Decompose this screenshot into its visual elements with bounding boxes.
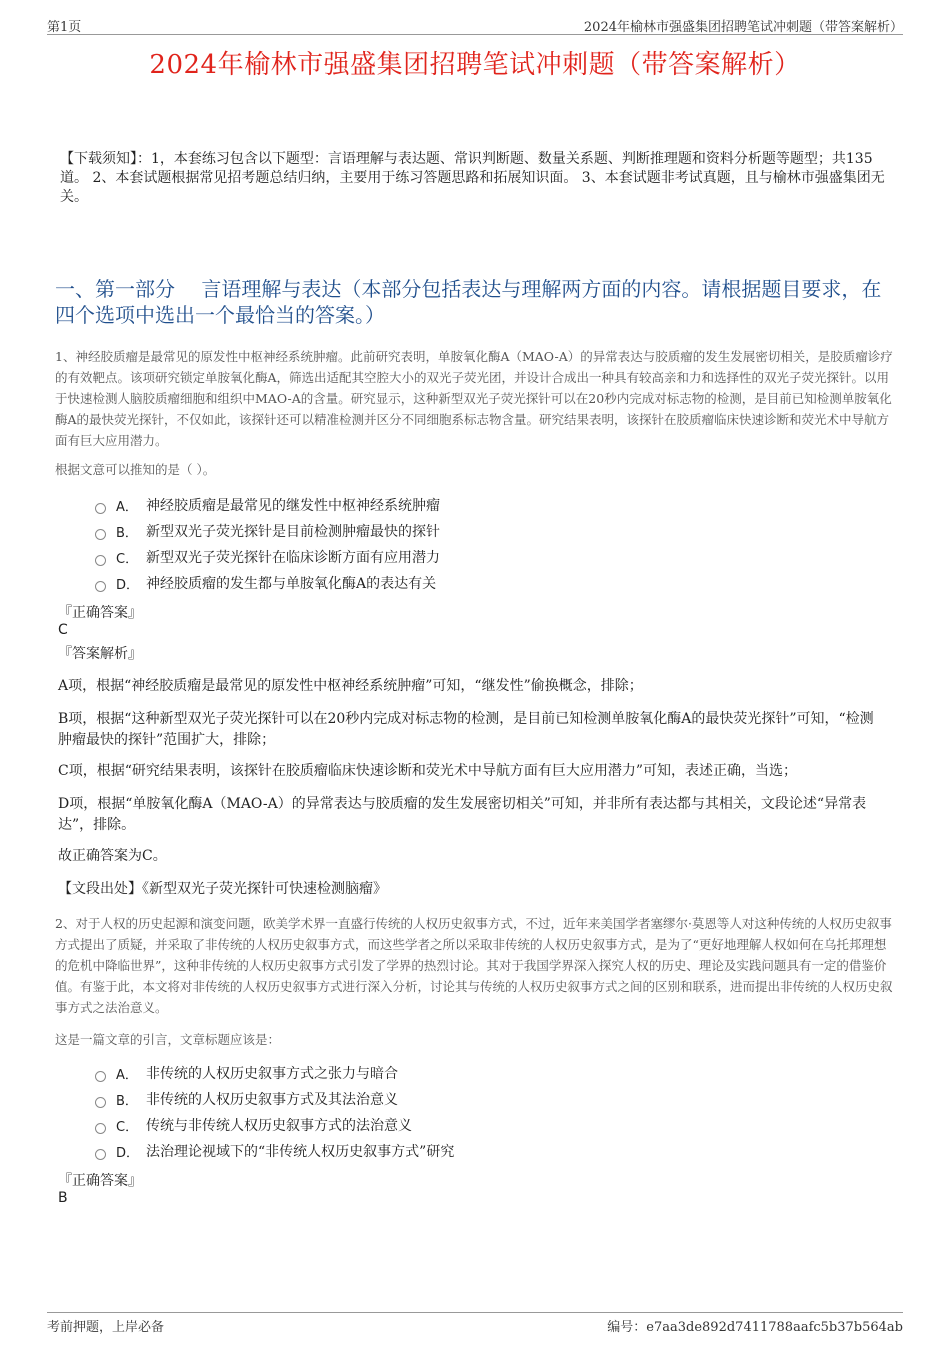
q2-passage: 2、对于人权的历史起源和演变问题，欧美学术界一直盛行传统的人权历史叙事方式，不过，近年来美国学者塞缪尔·莫恩等人对这种传统的人权历史叙事方式提出了质疑，并采取了非传统的人权历史叙事方式，而这些学者之所以采取非传统的人权历史叙事方式，是为了“更好地理解人权如何在乌托邦理想的危机中降临世界”，这种非传统的人权历史叙事方式引发了学界的热烈讨论。其对于我国学界深入探究人权的历史、理论及实践问题具有一定的借鉴价值。有鉴于此，本文将对非传统的人权历史叙事方式进行深入分析，讨论其与传统的人权历史叙事方式之间的区别和联系，进而提出非传统的人权历史叙事方式之法治意义。 — [55, 916, 893, 1015]
q2-answer: B — [58, 1190, 68, 1206]
q1-conclusion: 故正确答案为C。 — [58, 848, 167, 864]
radio-icon[interactable] — [95, 503, 106, 514]
radio-icon[interactable] — [95, 1123, 106, 1134]
q1-passage: 1、神经胶质瘤是最常见的原发性中枢神经系统肿瘤。此前研究表明，单胺氧化酶A（MAO-A）的异常表达与胶质瘤的发生发展密切相关，是胶质瘤诊疗的有效靶点。该项研究锁定单胺氧化酶A，筛选出适配其空腔大小的双光子荧光团，并设计合成出一种具有较高亲和力和选择性的双光子荧光探针。以用于快速检测人脑胶质瘤细胞和组织中MAO-A的含量。研究显示，这种新型双光子荧光探针可以在20秒内完成对标志物的检测，是目前已知检测单胺氧化酶A的最快荧光探针，不仅如此，该探针还可以精准检测并区分不同细胞系标志物含量。研究结果表明，该探针在胶质瘤临床快速诊断和荧光术中导航方面有巨大应用潜力。 — [55, 349, 893, 448]
page-footer — [47, 1312, 903, 1335]
q2-answer-label: 『正确答案』 — [58, 1173, 142, 1189]
q2-options — [95, 1060, 895, 1164]
document-title: 2024年榆林市强盛集团招聘笔试冲刺题（带答案解析） — [149, 50, 801, 80]
footer-slogan: 考前押题，上岸必备 — [47, 1320, 165, 1335]
q1-option-a[interactable]: A． 神经胶质瘤是最常见的继发性中枢神经系统肿瘤 — [95, 492, 895, 518]
footer-code: 编号：e7aa3de892d7411788aafc5b37b564ab — [607, 1320, 903, 1335]
q1-analysis-c: C项，根据“研究结果表明，该探针在胶质瘤临床快速诊断和荧光术中导航方面有巨大应用潜力”可知，表述正确，当选； — [58, 763, 798, 779]
q1-answer: C — [58, 622, 68, 638]
radio-icon[interactable] — [95, 555, 106, 566]
q1-analysis-a: A项，根据“神经胶质瘤是最常见的原发性中枢神经系统肿瘤”可知，“继发性”偷换概念，排除； — [58, 678, 643, 694]
radio-icon[interactable] — [95, 1071, 106, 1082]
radio-icon[interactable] — [95, 1149, 106, 1160]
q2-option-d[interactable]: D． 法治理论视域下的“非传统人权历史叙事方式”研究 — [95, 1138, 895, 1164]
header-doc-title: 2024年榆林市强盛集团招聘笔试冲刺题（带答案解析） — [583, 20, 903, 35]
q1-analysis-label: 『答案解析』 — [58, 646, 142, 662]
radio-icon[interactable] — [95, 529, 106, 540]
radio-icon[interactable] — [95, 581, 106, 592]
q2-prompt: 这是一篇文章的引言，文章标题应该是： — [55, 1032, 281, 1047]
q1-options — [95, 492, 895, 596]
section-title: 一、第一部分 言语理解与表达（本部分包括表达与理解两方面的内容。请根据题目要求，在四个选项中选出一个最恰当的答案。） — [55, 277, 882, 327]
q2-option-a[interactable]: A． 非传统的人权历史叙事方式之张力与暗合 — [95, 1060, 895, 1086]
q1-option-b[interactable]: B． 新型双光子荧光探针是目前检测肿瘤最快的探针 — [95, 518, 895, 544]
q1-answer-label: 『正确答案』 — [58, 605, 142, 621]
q2-option-b[interactable]: B． 非传统的人权历史叙事方式及其法治意义 — [95, 1086, 895, 1112]
q1-analysis-d: D项，根据“单胺氧化酶A（MAO-A）的异常表达与胶质瘤的发生发展密切相关”可知，并非所有表达都与其相关，文段论述“异常表达”，排除。 — [58, 796, 867, 833]
q1-option-c[interactable]: C． 新型双光子荧光探针在临床诊断方面有应用潜力 — [95, 544, 895, 570]
q1-source: 【文段出处】《新型双光子荧光探针可快速检测脑瘤》 — [58, 881, 387, 897]
page-header — [47, 14, 903, 35]
download-notice: 【下载须知】：1，本套练习包含以下题型：言语理解与表达题、常识判断题、数量关系题、判断推理题和资料分析题等题型；共135道。 2、本套试题根据常见招考题总结归纳，主要用于练习答题思路和拓展知识面。 3、本套试题非考试真题，且与榆林市强盛集团无关。 — [60, 151, 885, 205]
q1-option-d[interactable]: D． 神经胶质瘤的发生都与单胺氧化酶A的表达有关 — [95, 570, 895, 596]
q1-analysis-b: B项，根据“这种新型双光子荧光探针可以在20秒内完成对标志物的检测，是目前已知检测单胺氧化酶A的最快荧光探针”可知，“检测肿瘤最快的探针”范围扩大，排除； — [58, 711, 874, 748]
page-number: 第1页 — [47, 20, 82, 35]
q1-prompt: 根据文意可以推知的是（ ）。 — [55, 462, 216, 477]
q2-option-c[interactable]: C． 传统与非传统人权历史叙事方式的法治意义 — [95, 1112, 895, 1138]
radio-icon[interactable] — [95, 1097, 106, 1108]
